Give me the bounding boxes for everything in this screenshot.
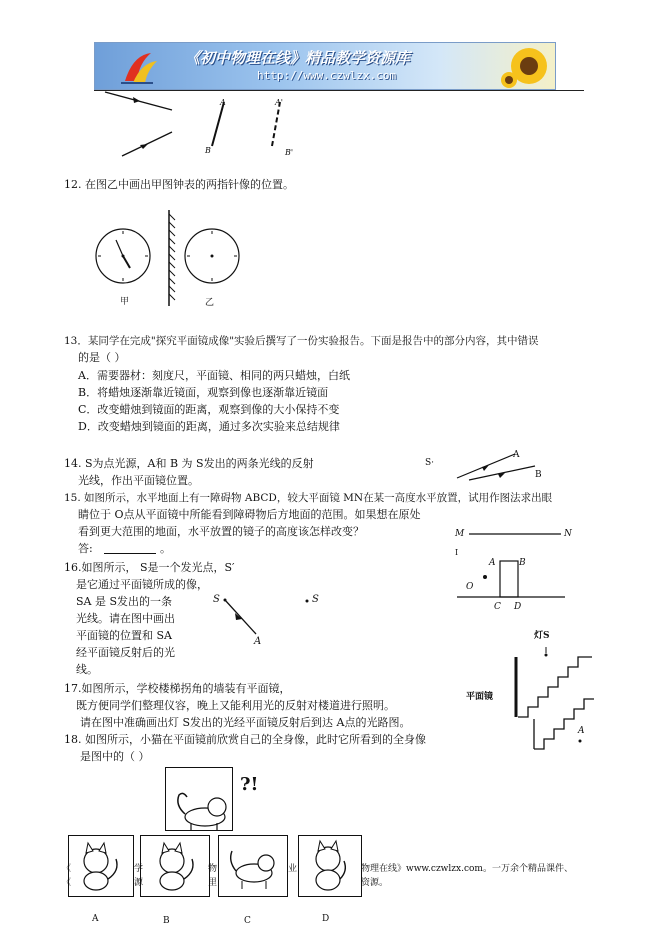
q13-option-c: C．改变蜡烛到镜面的距离，观察到像的大小保持不变 (78, 403, 340, 416)
top-label-a2: A' (275, 98, 283, 107)
q15-fig-a: A (489, 558, 496, 568)
q14-line2: 光线，作出平面镜位置。 (78, 474, 199, 487)
q14-fig-a: A (513, 450, 520, 460)
q16-fig-s2: S (312, 594, 319, 605)
top-label-b2: B' (285, 148, 294, 157)
q17-fig-a: A (578, 726, 585, 736)
q18-line2: 是图中的（ ） (80, 750, 150, 763)
q16-fig-a: A (254, 636, 262, 647)
q18-choice-cats (68, 835, 368, 897)
q15-fig-c: C (494, 602, 501, 612)
q18-choice-d-label: D (322, 914, 330, 924)
footer-fragment-5: 物理在线》www.czwlzx.com。一万余个精品课件、 (361, 864, 573, 874)
footer-fragment-9: 资源。 (361, 878, 389, 888)
banner-title: 《初中物理在线》精品教学资源库 (185, 49, 411, 67)
q14-line1: 14. S为点光源，A和 B 为 S发出的两条光线的反射 (64, 457, 314, 470)
q15-answer-label: 答: (78, 542, 93, 555)
q13-option-a: A．需要器材：刻度尺，平面镜、相同的两只蜡烛，白纸 (78, 369, 350, 382)
q18-choice-a-label: A (92, 914, 99, 924)
banner-url[interactable]: http://www.czwlzx.com (257, 69, 397, 82)
q15-fig-o: O (466, 582, 474, 592)
q15-fig-m: M (455, 529, 465, 539)
footer-fragment-7: 源 (134, 878, 144, 888)
q15-fig-b: B (519, 558, 526, 568)
q13-stem-line1: 13．某同学在完成"探究平面镜成像"实验后撰写了一份实验报告。下面是报告中的部分内容，其中错误 (64, 335, 539, 347)
q18-line1: 18. 如图所示，小猫在平面镜前欣赏自己的全身像，此时它所看到的全身像 (64, 733, 426, 746)
q18-choice-c-label: C (244, 916, 251, 926)
q12-label-right: 乙 (205, 298, 215, 308)
q16-line6: 经平面镜反射后的光 (76, 646, 175, 659)
footer-fragment-6: 《 (62, 878, 72, 888)
q13-stem-line2: 的是（ ） (78, 351, 126, 364)
q17-stairs-figure (510, 645, 600, 765)
q16-line2: 是它通过平面镜所成的像， (76, 578, 208, 591)
q15-fig-n: N (564, 529, 572, 539)
q16-line1: 16.如图所示， S是一个发光点，S′ (64, 561, 235, 574)
footer-fragment-8: 里 (208, 878, 218, 888)
q15-answer-blank[interactable] (104, 553, 156, 554)
q18-question-marks: ?! (240, 774, 259, 795)
q18-cat-scene-figure (165, 767, 245, 833)
top-label-b: B (205, 146, 211, 155)
q15-fig-i: I (455, 548, 459, 557)
q18-choice-b-label: B (163, 916, 170, 926)
q16-line5: 平面镜的位置和 SA (76, 629, 172, 642)
q16-fig-s: S (213, 594, 220, 605)
q15-line3: 看到更大范围的地面，水平放置的镜子的高度该怎样改变？ (78, 525, 364, 538)
q12-text: 12. 在图乙中画出甲图钟表的两指针像的位置。 (64, 178, 294, 191)
q12-label-left: 甲 (120, 297, 130, 307)
q17-line2: 既方便同学们整理仪容，晚上又能利用光的反射对楼道进行照明。 (76, 699, 395, 712)
top-ray-figure (100, 88, 400, 168)
q17-fig-lamp: 灯S (534, 631, 550, 641)
q14-fig-b: B (535, 470, 542, 480)
sunflower-icon (503, 44, 553, 88)
q16-line4: 光线。请在图中画出 (76, 612, 175, 625)
q13-option-b: B．将蜡烛逐渐靠近镜面，观察到像也逐渐靠近镜面 (78, 386, 329, 399)
logo-icon (119, 47, 159, 87)
q17-fig-mirror: 平面镜 (466, 692, 494, 702)
footer-fragment-4: 业 (288, 864, 298, 874)
q17-line3: 请在图中准确画出灯 S发出的光经平面镜反射后到达 A点的光路图。 (80, 716, 411, 729)
q13-option-d: D．改变蜡烛到镜面的距离，通过多次实验来总结规律 (78, 420, 340, 433)
footer-fragment-2: 学 (134, 864, 144, 874)
top-label-a: A (220, 98, 226, 107)
q15-answer-tail: 。 (160, 542, 171, 555)
footer-fragment-3: 物 (208, 864, 218, 874)
q15-fig-d: D (514, 602, 522, 612)
q16-line3: SA 是 S发出的一条 (76, 595, 173, 608)
header-banner (94, 42, 556, 90)
q15-line2: 睛位于 O点从平面镜中所能看到障碍物后方地面的范围。如果想在原处 (78, 508, 421, 521)
q17-line1: 17.如图所示，学校楼梯拐角的墙装有平面镜， (64, 682, 291, 695)
q15-line1: 15. 如图所示，水平地面上有一障碍物 ABCD，较大平面镜 MN在某一高度水平放置，试用作图法求出眼 (64, 492, 553, 504)
q16-line7: 线。 (76, 663, 98, 676)
q14-fig-s: S· (425, 458, 435, 468)
footer-fragment-1: 《 (62, 864, 72, 874)
